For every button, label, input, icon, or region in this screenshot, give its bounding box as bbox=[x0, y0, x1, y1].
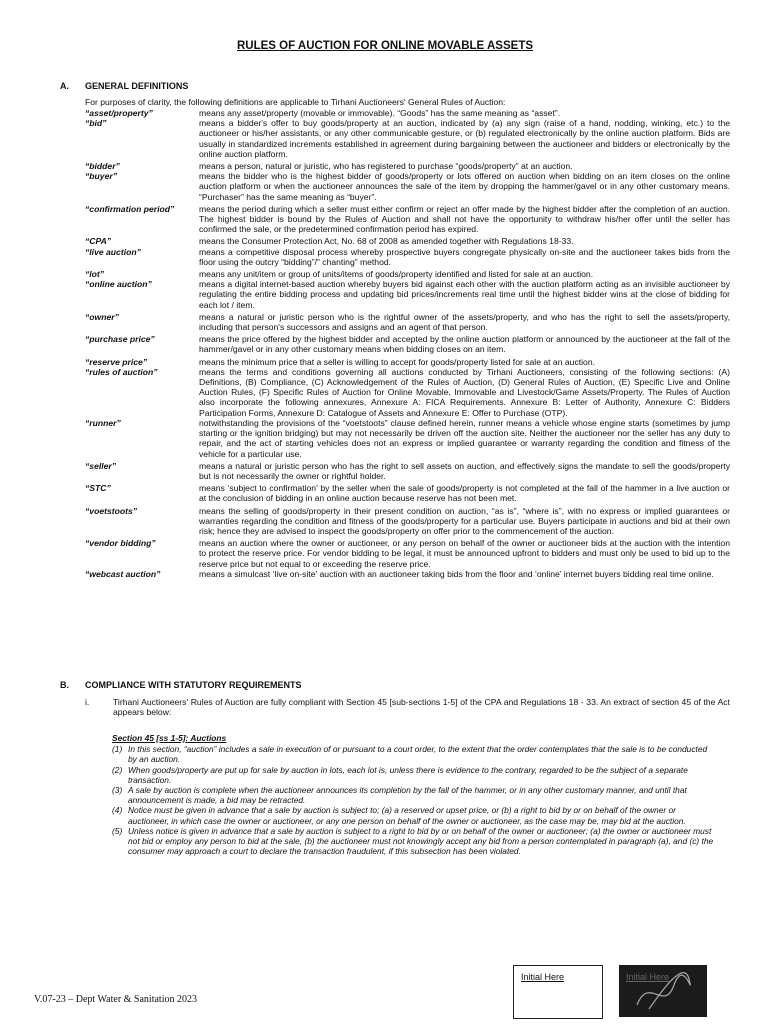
extract-item-text: Unless notice is given in advance that a sale by auction is subject to a right to bid by or on behalf of the owner or auctioneer; (a) the owner or auctioneer must not bid or employ any person to bid at the sale, (b) the auctioneer must not knowingly accept any bid from a person contemplated in paragraph (a), and (c) the consumer may approach a court to declare the transaction fraudulent, if this subsection has been violated. bbox=[128, 825, 714, 857]
definition-term: “lot” bbox=[85, 269, 105, 280]
extract-item-number: (1) bbox=[112, 744, 123, 755]
extract-item-text: In this section, “auction” includes a sale in execution of or pursuant to a court order, to the extent that the order contemplates that the sale is to be conducted by an auction. bbox=[128, 744, 708, 765]
definition-term: “bidder” bbox=[85, 161, 120, 172]
definition-row bbox=[85, 483, 730, 503]
section-b-item bbox=[85, 697, 730, 717]
definition-row bbox=[85, 569, 730, 579]
page-title: RULES OF AUCTION FOR ONLINE MOVABLE ASSETS bbox=[236, 40, 534, 52]
definition-row bbox=[85, 118, 730, 159]
definition-row bbox=[85, 279, 730, 310]
section-a-intro: For purposes of clarity, the following definitions are applicable to Tirhani Auctioneers' General Rules of Auction: bbox=[85, 97, 506, 107]
extract-item-text: When goods/property are put up for sale by auction in lots, each lot is, unless there is evidence to the contrary, regarded to be the subject of a separate transaction. bbox=[128, 764, 688, 785]
definition-text: means the selling of goods/property in their present condition on auction, “as is”, “where is”, with no express or implied guarantees or warranties regarding the condition and fitness of the goods/property for a particular use. Buyers participate in auctions and bid at their own risk; hence they are advised to inspect the goods/property on offer prior to the commencement of the auction. bbox=[199, 505, 730, 536]
definition-row bbox=[85, 236, 730, 246]
definition-text: means a competitive disposal process whereby prospective buyers congregate physically on-site and the auctioneer takes bids from the floor using the outcry “bidding”/” chanting” method. bbox=[199, 246, 730, 267]
definition-row bbox=[85, 171, 730, 202]
definition-text: means any asset/property (movable or immovable). “Goods” has the same meaning as “asset”. bbox=[199, 108, 561, 118]
definition-text: means a digital internet-based auction whereby buyers bid against each other with the auction platform acting as an invisible auctioneer by regulating the entire bidding process and updating bid prices/increments real time until the highest bidder wins at the close of bidding for each lot / item. bbox=[199, 279, 730, 310]
definition-text: means the period during which a seller must either confirm or reject an offer made by the highest bidder after the completion of an auction. The highest bidder is bound by the Rules of Auction and shall not have the opportunity to withdraw his/her offer until the seller has confirmed the sale, or the predetermined confirmation period has expired. bbox=[199, 203, 730, 235]
extract-items bbox=[112, 744, 718, 856]
definition-term: “confirmation period” bbox=[85, 203, 175, 214]
extract-item-number: (3) bbox=[112, 785, 123, 796]
definition-row bbox=[85, 418, 730, 459]
definition-term: “buyer” bbox=[85, 171, 117, 182]
extract-item bbox=[112, 805, 718, 825]
definition-term: “bid” bbox=[85, 118, 107, 129]
section-a-letter: A. bbox=[60, 81, 69, 91]
definition-text: means an auction where the owner or auctioneer, or any person on behalf of the owner or auctioneer bids at the auction with the intention to protect the reserve price. For vendor bidding to be legal, it must be announced upfront to bidders and must only be used to bid up to the reserve price but not equal to or exceeding the reserve price. bbox=[199, 538, 730, 569]
extract-item-text: A sale by auction is complete when the auctioneer announces its completion by the fall of the hammer, or in any other customary manner, and until that announcement is made, a bid may be retracted. bbox=[128, 785, 687, 806]
section-b-item-number: i. bbox=[85, 697, 90, 707]
extract-item-text: Notice must be given in advance that a sale by auction is subject to; (a) a reserved or upset price, or (b) a right to bid by or on behalf of the owner or auctioneer, in which case the owner or auctioneer, or any one person on behalf of the owner or auctioneer, as the case may be, may bid at the auction. bbox=[128, 805, 686, 826]
extract-item-number: (2) bbox=[112, 764, 123, 775]
definition-term: “webcast auction” bbox=[85, 568, 161, 579]
definition-text: notwithstanding the provisions of the “voetstoots” clause defined herein, runner means a vehicle whose engine starts (sometimes by jump starting or the ignition bridging) but may not necessarily be driven off the auction site. Neither the auctioneer nor the seller has any duty to repair, and the act of starting vehicles does not an express or implied guarantee or warranty regarding the condition and fitness of the vehicle for a particular use. bbox=[199, 417, 730, 459]
extract-item bbox=[112, 765, 718, 785]
definition-term: “purchase price” bbox=[85, 334, 155, 345]
section-b-item-text: Tirhani Auctioneers' Rules of Auction are fully compliant with Section 45 [sub-sections 1-5] of the CPA and Regulations 18 - 33. An extract of section 45 of the Act appears below: bbox=[113, 697, 730, 718]
section-a-heading: GENERAL DEFINITIONS bbox=[85, 81, 189, 91]
extract-item-number: (4) bbox=[112, 805, 123, 816]
definition-text: means any unit/item or group of units/items of goods/property identified and listed for sale at an auction. bbox=[199, 269, 594, 280]
definition-term: “vendor bidding” bbox=[85, 538, 156, 549]
definition-row bbox=[85, 161, 730, 171]
definition-term: “STC” bbox=[85, 483, 111, 494]
definition-text: means a natural or juristic person who is the rightful owner of the assets/property, and who has the right to sell the assets/property, including that person's successors and assigns and an agent of that person. bbox=[199, 311, 730, 333]
definition-text: means a bidder's offer to buy goods/property at an auction, indicated by (a) any sign (raise of a hand, nodding, winking, etc.) to the auctioneer or his/her assistants, or any other communicable gesture, or (b) regulated electronically by the online auction platform. Bids are usually in standardized increments established in agreement during bargaining between the auctioneer and bidders or electronically by the online auction platform. bbox=[199, 118, 730, 159]
definition-term: “online auction” bbox=[85, 279, 152, 290]
definitions-list bbox=[85, 108, 730, 579]
definition-text: means a person, natural or juristic, who has registered to purchase “goods/property” at an auction. bbox=[199, 161, 573, 172]
definition-row bbox=[85, 269, 730, 279]
definition-term: “CPA” bbox=[85, 236, 112, 247]
definition-row bbox=[85, 108, 730, 118]
section-b-heading: COMPLIANCE WITH STATUTORY REQUIREMENTS bbox=[85, 680, 302, 690]
footer-version: V.07-23 – Dept Water & Sanitation 2023 bbox=[34, 994, 197, 1005]
extract-item bbox=[112, 826, 718, 857]
act-extract bbox=[112, 733, 718, 856]
definition-text: means ‘subject to confirmation’ by the seller when the sale of goods/property is not completed at the fall of the hammer in a live auction or at the conclusion of bidding in an online auction because reserve has not been met. bbox=[199, 483, 730, 504]
definition-term: “live auction” bbox=[85, 246, 141, 257]
definition-row bbox=[85, 461, 730, 481]
definition-text: means the price offered by the highest bidder and accepted by the online auction platform or announced by the auctioneer at the fall of the hammer/gavel or in any other customary means when bidding closes on an item. bbox=[199, 334, 730, 355]
definition-term: “owner” bbox=[85, 311, 119, 322]
definition-term: “voetstoots” bbox=[85, 505, 138, 516]
definition-row bbox=[85, 312, 730, 332]
definition-row bbox=[85, 334, 730, 354]
definition-term: “seller” bbox=[85, 460, 117, 471]
definition-term: “rules of auction” bbox=[85, 366, 158, 377]
definition-term: “asset/property” bbox=[85, 108, 153, 118]
definition-term: “reserve price” bbox=[85, 356, 148, 367]
section-b-letter: B. bbox=[60, 680, 69, 690]
definition-text: means a natural or juristic person who has the right to sell assets on auction, and effectively signs the mandate to sell the goods/property but is not necessarily the owner or rightful holder. bbox=[199, 460, 730, 481]
extract-item bbox=[112, 744, 718, 764]
definition-text: means a simulcast ‘live on-site’ auction with an auctioneer taking bids from the floor and ‘online’ internet buyers bidding real time online. bbox=[199, 568, 714, 579]
definition-row bbox=[85, 367, 730, 418]
definition-text: means the terms and conditions governing all auctions conducted by Tirhani Auctioneers, consisting of the following sections: (A) Definitions, (B) Compliance, (C) Acknowledgement of the Rules of Auction, (D) General Rules of Auction, (E) Specific Live and Online Auction Rules, (F) Specific Rules of Auction for Online Movable, Immovable and Livestock/Game Assets/Property. The Rules of Auction also incorporate the following annexures, Annexure A: FICA Requirements. Annexure B: Letter of Authority, Annexure C: Bidders Participation Forms, Annexure D: Catalogue of Assets and Annexure E: Offer to Purchase (OTP). bbox=[199, 366, 730, 418]
definition-row bbox=[85, 538, 730, 569]
definition-text: means the minimum price that a seller is willing to accept for goods/property listed for sale at an auction. bbox=[199, 356, 595, 367]
extract-item bbox=[112, 785, 718, 805]
initialed-label: Initial Here bbox=[626, 972, 670, 982]
definition-row bbox=[85, 506, 730, 537]
initial-label: Initial Here bbox=[521, 972, 565, 982]
extract-heading: Section 45 [ss 1-5]: Auctions bbox=[112, 733, 227, 743]
definition-row bbox=[85, 357, 730, 367]
definition-row bbox=[85, 247, 730, 267]
definition-term: “runner” bbox=[85, 417, 121, 428]
extract-item-number: (5) bbox=[112, 825, 123, 836]
definition-row bbox=[85, 204, 730, 235]
definition-text: means the bidder who is the highest bidder of goods/property or lots offered on auction when bidding on an item closes on the online auction platform or when the auctioneer announces the sale of the item by dropping the hammer/gavel or in any other customary means. “Purchaser” has the same meaning as “buyer”. bbox=[199, 171, 730, 202]
definition-text: means the Consumer Protection Act, No. 68 of 2008 as amended together with Regulations 18-33. bbox=[199, 236, 574, 247]
